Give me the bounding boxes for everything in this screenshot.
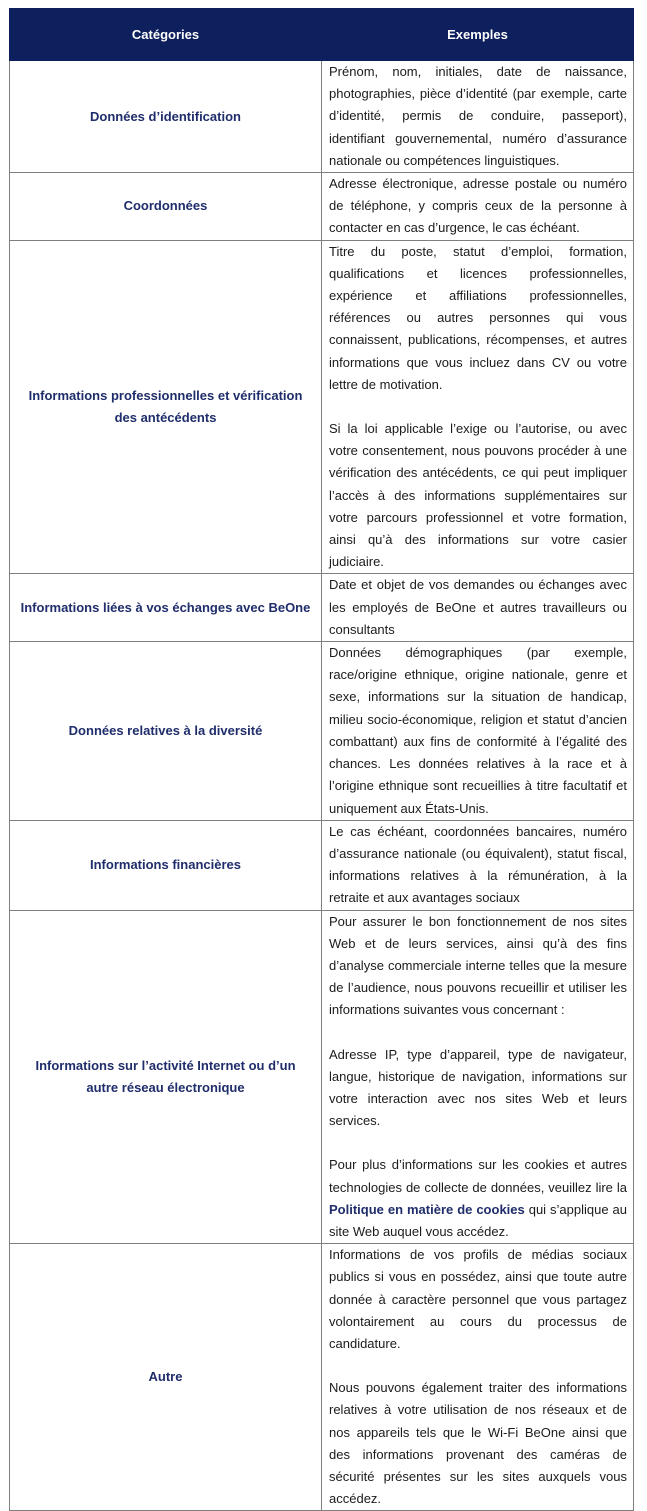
example-paragraph: Pour assurer le bon fonctionnement de nos sites Web et de leurs services, ainsi qu’à des fins d’analyse commerciale interne telles que la mesure de l’audience, nous pouvons recueillir et utiliser les informations suivantes vous concernant : xyxy=(329,913,627,1018)
example-paragraph: Adresse électronique, adresse postale ou numéro de téléphone, y compris ceux de la personne à contacter en cas d’urgence, le cas échéant. xyxy=(329,176,627,236)
table-row xyxy=(10,910,634,1244)
table-row xyxy=(10,820,634,910)
data-categories-table xyxy=(9,8,634,1511)
example-paragraph-cookies xyxy=(329,1154,627,1243)
category-contact: Coordonnées xyxy=(10,173,322,241)
table-row xyxy=(10,1244,634,1511)
table-header-row xyxy=(10,9,634,61)
example-paragraph: Nous pouvons également traiter des informations relatives à votre utilisation de nos réseaux et de nos appareils tels que le Wi-Fi BeOne ainsi que des informations provenant des caméras de sécurité présentes sur les sites auxquels vous accédez. xyxy=(329,1380,627,1507)
example-paragraph: Adresse IP, type d’appareil, type de navigateur, langue, historique de navigation, informations sur votre interaction avec nos sites Web et leurs services. xyxy=(329,1046,627,1129)
examples-financial xyxy=(322,820,634,910)
table-row xyxy=(10,642,634,821)
cookie-policy-link[interactable]: Politique en matière de cookies xyxy=(329,1201,525,1217)
cookie-text-before: Pour plus d’informations sur les cookies et autres technologies de collecte de données, veuillez lire la xyxy=(329,1157,627,1195)
header-examples: Exemples xyxy=(322,9,634,61)
table-row xyxy=(10,173,634,241)
example-paragraph: Le cas échéant, coordonnées bancaires, numéro d’assurance nationale (ou équivalent), statut fiscal, informations relatives à la rémunération, à la retraite et aux avantages sociaux xyxy=(329,823,627,906)
examples-identification xyxy=(322,61,634,173)
table-row xyxy=(10,61,634,173)
category-exchanges: Informations liées à vos échanges avec BeOne xyxy=(10,574,322,642)
examples-diversity xyxy=(322,642,634,821)
example-paragraph: Si la loi applicable l’exige ou l’autorise, ou avec votre consentement, nous pouvons procéder à une vérification des antécédents, ce qui peut impliquer l’accès à des informations supplémentaires sur votre parcours professionnel et votre formation, ainsi qu’à des informations sur votre casier judiciaire. xyxy=(329,421,627,570)
header-categories: Catégories xyxy=(10,9,322,61)
examples-internet-activity xyxy=(322,910,634,1244)
table-row xyxy=(10,574,634,642)
category-financial: Informations financières xyxy=(10,820,322,910)
category-diversity: Données relatives à la diversité xyxy=(10,642,322,821)
examples-professional xyxy=(322,240,634,574)
examples-exchanges xyxy=(322,574,634,642)
example-paragraph: Données démographiques (par exemple, race/origine ethnique, origine nationale, genre et sexe, informations sur la situation de handicap, milieu socio-économique, religion et statut d’ancien combattant) aux fins de conformité à l’égalité des chances. Les données relatives à la race et à l’origine ethnique sont recueillies à titre facultatif et uniquement aux États-Unis. xyxy=(329,645,627,816)
example-paragraph: Titre du poste, statut d’emploi, formation, qualifications et licences professionnelles, expérience et affiliations professionnelles, références ou autres personnes qui vous connaissent, publications, récompenses, et autres informations que vous incluez dans CV ou votre lettre de motivation. xyxy=(329,243,627,392)
category-other: Autre xyxy=(10,1244,322,1511)
example-paragraph: Prénom, nom, initiales, date de naissance, photographies, pièce d’identité (par exemple, carte d’identité, permis de conduire, passeport), identifiant gouvernemental, numéro d’assurance nationale ou compétences linguistiques. xyxy=(329,64,627,168)
example-paragraph: Informations de vos profils de médias sociaux publics si vous en possédez, ainsi que toute autre donnée à caractère personnel que vous partagez volontairement au cours du processus de candidature. xyxy=(329,1247,627,1351)
cookie-text-after: qui s’applique au site Web auquel vous accédez. xyxy=(329,1201,627,1239)
category-professional: Informations professionnelles et vérification des antécédents xyxy=(10,240,322,574)
example-paragraph: Date et objet de vos demandes ou échanges avec les employés de BeOne et autres travailleurs ou consultants xyxy=(329,577,627,637)
examples-other xyxy=(322,1244,634,1511)
table-row xyxy=(10,240,634,574)
category-identification: Données d’identification xyxy=(10,61,322,173)
category-internet-activity: Informations sur l’activité Internet ou d’un autre réseau électronique xyxy=(10,910,322,1244)
examples-contact xyxy=(322,173,634,241)
